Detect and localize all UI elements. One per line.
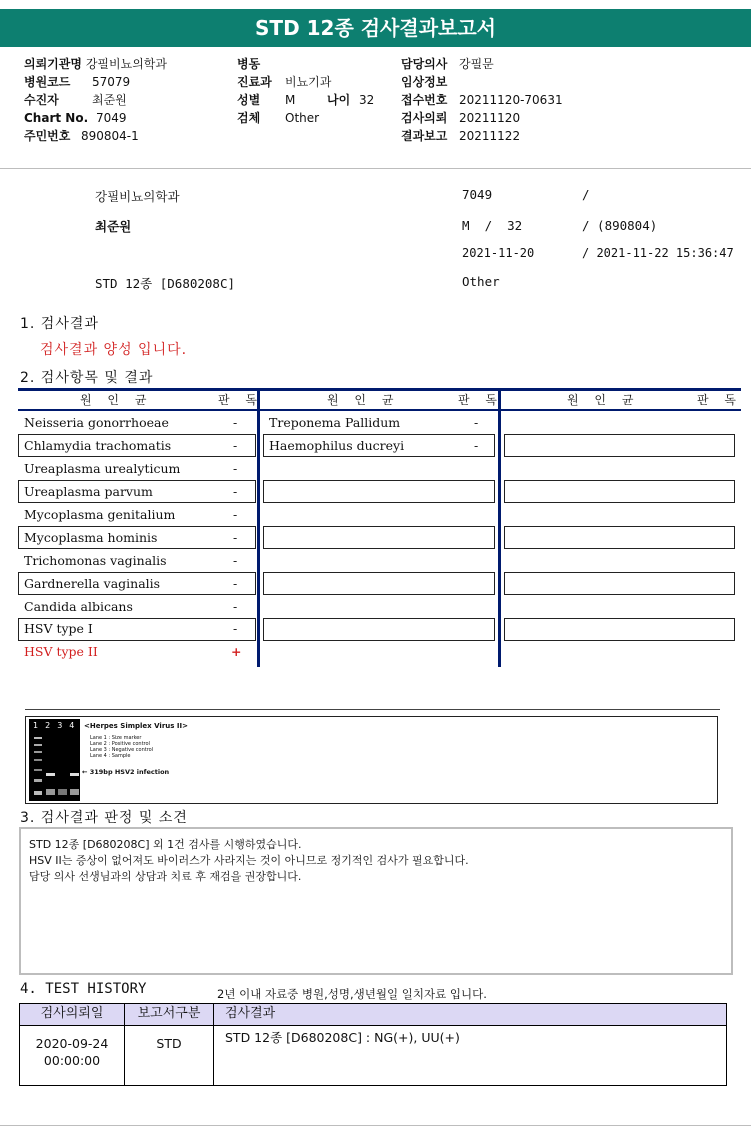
- pathogen-result: -: [233, 507, 238, 522]
- col-header-pathogen: 원 인 균: [327, 393, 400, 407]
- header-row: 진료과 비뇨기과: [237, 75, 332, 89]
- pathogen-result: -: [233, 484, 238, 499]
- history-cell-date: 2020-09-24 00:00:00: [19, 1025, 125, 1086]
- pathogen-name: Ureaplasma urealyticum: [24, 461, 181, 476]
- section4-title: 4. TEST HISTORY: [20, 981, 147, 997]
- opinion-line: 담당 의사 선생님과의 상담과 치료 후 재검을 권장합니다.: [29, 870, 302, 883]
- report-title: STD 12종 검사결과보고서: [0, 9, 751, 47]
- pathogen-result: -: [233, 621, 238, 636]
- header-row: 접수번호 20211120-70631: [401, 93, 563, 107]
- pathogen-result: -: [233, 438, 238, 453]
- summary-block: [0, 180, 751, 300]
- row-box: [263, 572, 495, 595]
- opinion-line: HSV II는 증상이 없어져도 바이러스가 사라지는 것이 아니므로 정기적인 검사가 필요합니다.: [29, 854, 469, 867]
- pathogen-name: HSV type I: [24, 621, 93, 636]
- table-col-divider: [498, 391, 501, 667]
- header-row: 병원코드 57079: [24, 75, 131, 89]
- summary-specimen: Other: [462, 274, 500, 289]
- row-box: [504, 480, 735, 503]
- history-header-date: 검사의뢰일: [19, 1003, 125, 1026]
- header-row: 검사의뢰 20211120: [401, 111, 521, 125]
- pathogen-result-positive: +: [231, 644, 242, 659]
- header-row: 수진자 최준원: [24, 93, 127, 107]
- pathogen-name: Mycoplasma hominis: [24, 530, 158, 545]
- pathogen-name: Mycoplasma genitalium: [24, 507, 176, 522]
- summary-birth: / (890804): [582, 218, 658, 233]
- row-box: [504, 526, 735, 549]
- summary-report-date: / 2021-11-22 15:36:47: [582, 246, 734, 260]
- pathogen-name: Neisseria gonorrhoeae: [24, 415, 169, 430]
- summary-clinic: 강필비뇨의학과: [95, 189, 180, 204]
- summary-sex-age: M / 32: [462, 218, 523, 233]
- pathogen-name: Ureaplasma parvum: [24, 484, 153, 499]
- pathogen-result: -: [233, 576, 238, 591]
- section3-title: 3. 검사결과 판정 및 소견: [20, 810, 188, 826]
- pathogen-name: Treponema Pallidum: [269, 415, 401, 430]
- col-header-result: 판 독: [218, 393, 263, 407]
- pathogen-result: -: [233, 553, 238, 568]
- gel-top-rule: [25, 709, 720, 710]
- opinion-box: [19, 827, 733, 975]
- summary-name: 최준원: [95, 219, 132, 234]
- row-box: [504, 434, 735, 457]
- header-info: [0, 55, 751, 155]
- pathogen-result: -: [474, 415, 479, 430]
- pathogen-name-positive: HSV type II: [24, 644, 98, 659]
- pathogen-result: -: [474, 438, 479, 453]
- header-row: Chart No. 7049: [24, 111, 127, 125]
- col-header-result: 판 독: [697, 393, 742, 407]
- history-cell-result: STD 12종 [D680208C] : NG(+), UU(+): [213, 1025, 727, 1086]
- summary-receive-date: 2021-11-20: [462, 246, 535, 260]
- table-col-divider: [257, 391, 260, 667]
- header-divider: [0, 168, 751, 169]
- row-box: [263, 526, 495, 549]
- col-header-pathogen: 원 인 균: [567, 393, 640, 407]
- header-row: 임상정보: [401, 75, 448, 89]
- gel-legend: Lane 1 : Size marker Lane 2 : Positive control Lane 3 : Negative control Lane 4 : Sample: [90, 735, 154, 759]
- header-row: 성별 M 나이 32: [237, 93, 375, 107]
- header-row: 결과보고 20211122: [401, 129, 521, 143]
- section1-result: 검사결과 양성 입니다.: [40, 342, 188, 358]
- header-row: 담당의사 강필문: [401, 57, 494, 71]
- gel-lane-labels: 1234: [33, 721, 82, 730]
- pathogen-name: Candida albicans: [24, 599, 133, 614]
- table-header-rule: [18, 409, 741, 411]
- row-box: [504, 572, 735, 595]
- pathogen-name: Chlamydia trachomatis: [24, 438, 172, 453]
- pathogen-name: Trichomonas vaginalis: [24, 553, 167, 568]
- history-cell-type: STD: [124, 1025, 214, 1086]
- gel-panel: [25, 716, 718, 804]
- section2-title: 2. 검사항목 및 결과: [20, 370, 154, 386]
- summary-test: STD 12종 [D680208C]: [95, 276, 236, 291]
- pathogen-name: Haemophilus ducreyi: [269, 438, 405, 453]
- header-row: 의뢰기관명 강필비뇨의학과: [24, 57, 167, 71]
- footer-divider: [0, 1125, 751, 1126]
- history-header-result: 검사결과: [213, 1003, 727, 1026]
- pathogen-result: -: [233, 599, 238, 614]
- gel-image: [29, 719, 80, 801]
- header-row: 검체 Other: [237, 111, 320, 125]
- header-row: 병동: [237, 57, 261, 71]
- pathogen-result: -: [233, 461, 238, 476]
- row-box: [263, 618, 495, 641]
- col-header-pathogen: 원 인 균: [80, 393, 153, 407]
- history-header-type: 보고서구분: [124, 1003, 214, 1026]
- history-note: 2년 이내 자료중 병원,성명,생년월일 일치자료 입니다.: [217, 987, 487, 1001]
- header-row: 주민번호 890804-1: [24, 129, 139, 143]
- pathogen-result: -: [233, 415, 238, 430]
- opinion-line: STD 12종 [D680208C] 외 1건 검사를 시행하였습니다.: [29, 838, 302, 851]
- section1-title: 1. 검사결과: [20, 316, 99, 332]
- gel-band-label: ← 319bp HSV2 infection: [82, 768, 170, 776]
- row-box: [263, 480, 495, 503]
- pathogen-result: -: [233, 530, 238, 545]
- summary-slash: /: [582, 187, 590, 202]
- row-box: [504, 618, 735, 641]
- gel-title: <Herpes Simplex Virus II>: [84, 722, 188, 730]
- pathogen-name: Gardnerella vaginalis: [24, 576, 161, 591]
- col-header-result: 판 독: [458, 393, 503, 407]
- summary-chart: 7049: [462, 187, 493, 202]
